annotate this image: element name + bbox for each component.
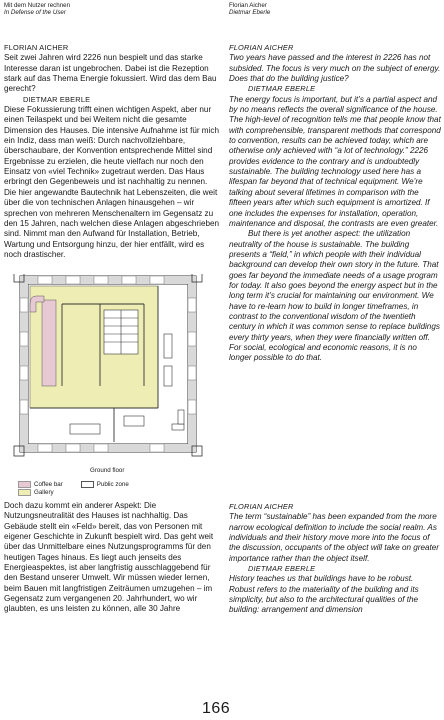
book-subtitle: In Defense of the User [4, 9, 66, 17]
legend-label: Coffee bar [34, 481, 63, 488]
answer-paragraph: But there is yet another aspect: the utilization neutrality of the house is sustainable. The building presents a “field,” in which people with their individual background can develop their own story in the future. That goes far beyond the immediate needs of a usage program for today. It also goes beyond the energy aspect but in the long term it’s crucial for maintaining our environment. We have to re-learn how to build in longer timeframes, in contrast to the conventional wisdom of the twentieth century in which it was common sense to replace buildings every thirty years, when they were financially written off. For social, ecological and economic reasons, it is no longer possible to do that. [229, 229, 440, 363]
figure-legend [18, 481, 129, 496]
author-1: Florian Aicher [229, 2, 267, 9]
right-column-lower [229, 502, 441, 616]
author-2: Dietmar Eberle [229, 9, 271, 17]
left-column-upper [4, 43, 221, 260]
figure-caption: Ground floor [90, 467, 125, 474]
speaker-label: FLORIAN AICHER [4, 43, 69, 52]
question-paragraph: The term “sustainable” has been expanded from the more narrow ecological definition to include the social realm. As individuals and their history move more into the focus of the discussion, occupants of the object will take on greater importance rather than the object itself. [229, 512, 440, 563]
answer-paragraph: Doch dazu kommt ein anderer Aspekt: Die Nutzungsneutralität des Hauses ist nachhaltig. Das Gebäude stellt ein «Feld» bereit, das von Personen mit eigener Geschichte in Zukunft bespielt wird. Das geht weit über das Unmittelbare eines Nutzungsprogramms für den heutigen Tages hinaus. Es liegt auch jenseits des Energieaspektes, ist aber langfristig ausschlaggebend für den Bestand unserer Umwelt. Wir müssen wieder lernen, beim Bauen mit langfristigen Zeiträumen umzugehen – im Gegensatz zum vergangenen 20. Jahrhundert, wo wir glaubten, es uns leisten zu können, alle 30 Jahre [4, 501, 214, 614]
answer-paragraph: The energy focus is important, but it’s a partial aspect and by no means reflects the overall significance of the house. The high-level of recognition tells me that people know that with comprehensible, transparent methods that correspond to convention, results can be achieved today, which are otherwise only achieved with “a lot of technology.” 2226 provides evidence to the contrary and is undoubtedly sustainable. The building technology used here has a lifespan far beyond that of technical equipment. We’re talking about several lifetimes in comparison with the fifteen years after which such equipment is amortized. If one includes the expenses for installation, operation, maintenance and disposal, the contrasts are even greater. [229, 94, 441, 228]
question-paragraph: Two years have passed and the interest in 2226 has not subsided. The focus is very much on the subject of energy. Does that do the building justice? [229, 53, 441, 84]
book-title: Mit dem Nutzer rechnen [4, 2, 71, 9]
speaker-label: DIETMAR EBERLE [248, 564, 316, 574]
answer-paragraph: History teaches us that buildings have to be robust. Robust refers to the materiality of the building and its simplicity, but also to the architectural qualities of the building: arrangement and dimension [229, 574, 419, 615]
page-number: 166 [202, 700, 231, 717]
running-header-right [229, 2, 270, 17]
answer-paragraph: Diese Fokussierung trifft einen wichtigen Aspekt, aber nur einen Teilaspekt und bei Weitem nicht die gesamte Dimension des Hauses. Die intensive Aufnahme ist für mich ein Indiz, dass man weiß: Durch nachvollziehbare, überschaubare, der Konvention entsprechende Mittel sind Ergebnisse zu erzielen, die heute vielfach nur noch den Einsatz von «viel Technik» zugetraut werden. Das Haus erbringt den Gegenbeweis und ist nachhaltig zu nennen. Die hier angewandte Bautechnik hat Lebenszeiten, die weit über die von technischen Anlagen hinausgehen – wir sprechen von mehreren Menschenaltern im Gegensatz zu den 15 Jahren, nach welchen diese Anlagen abgeschrieben sind. Nimmt man den Aufwand für Installation, Betrieb, Wartung und Entsorgung hinzu, der hier entfällt, wird es noch drastischer. [4, 105, 220, 259]
speaker-label: DIETMAR EBERLE [248, 84, 316, 94]
speaker-label: FLORIAN AICHER [229, 502, 294, 511]
legend-label: Gallery [34, 488, 54, 496]
speaker-label: DIETMAR EBERLE [23, 94, 91, 104]
running-header-left [4, 2, 70, 17]
legend-swatch-coffee-bar [18, 481, 31, 488]
right-column-upper [229, 43, 441, 364]
left-column-lower [4, 501, 221, 615]
legend-swatch-gallery [18, 489, 31, 496]
coffee-bar-zone [42, 300, 56, 386]
ground-floor-plan [4, 274, 220, 498]
legend-label: Public zone [96, 481, 129, 488]
speaker-label: FLORIAN AICHER [229, 43, 294, 52]
question-paragraph: Seit zwei Jahren wird 2226 nun bespielt und das starke Interesse daran ist ungebrochen. Dabei ist die Rezeption stark auf das Thema Energie fokussiert. Wird das dem Bau gerecht? [4, 53, 217, 94]
legend-swatch-public-zone [81, 481, 94, 488]
